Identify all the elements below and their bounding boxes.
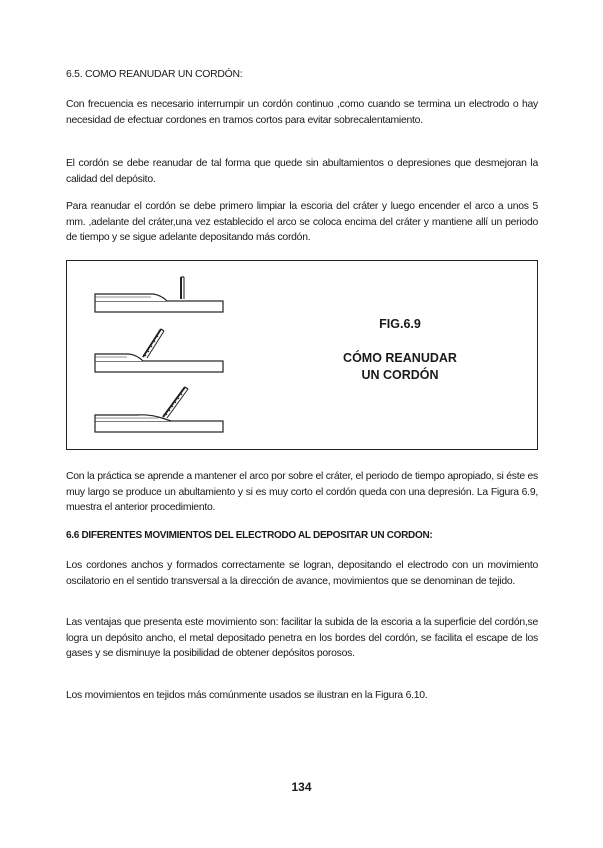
paragraph-figure-reference: Los movimientos en tejidos más comúnmente usados se ilustran en la Figura 6.10. <box>66 690 428 701</box>
paragraph-resume-quality: El cordón se debe reanudar de tal forma que quede sin abultamientos o depresiones que desmejoran la calidad del depósito. <box>66 158 538 185</box>
electrode-step-2 <box>143 329 164 358</box>
section-heading-6-5: 6.5. COMO REANUDAR UN CORDÓN: <box>66 69 243 80</box>
plate-step-2 <box>95 354 223 372</box>
paragraph-advantages: Las ventajas que presenta este movimiento son: facilitar la subida de la escoria a la superficie del cordón,se logra un depósito ancho, el metal depositado penetra en los bordes del cordón, se facilita el escape de los gases y se disminuye la posibilidad de obtener depósitos porosos. <box>66 617 538 659</box>
figure-label: FIG.6.9 <box>379 317 421 331</box>
plate-step-1 <box>95 294 223 312</box>
paragraph-practice: Con la práctica se aprende a mantener el arco por sobre el cráter, el periodo de tiempo apropiado, si éste es muy largo se produce un abultamiento y si es muy corto el cordón queda con una depresión. La Figura 6.9, muestra el anterior procedimiento. <box>66 471 538 513</box>
paragraph-interrupt-bead: Con frecuencia es necesario interrumpir un cordón continuo ,como cuando se termina un electrodo o hay necesidad de efectuar cordones en tramos cortos para evitar sobrecalentamiento. <box>66 99 538 126</box>
page-number: 134 <box>291 780 312 794</box>
paragraph-resume-procedure: Para reanudar el cordón se debe primero limpiar la escoria del cráter y luego encender el arco a unos 5 mm. ,adelante del cráter,una vez establecido el arco se coloca encima del cráter y mantiene allí un periodo de tiempo y se sigue adelante depositando más cordón. <box>66 201 538 243</box>
figure-caption-line-1: CÓMO REANUDAR <box>343 351 457 365</box>
electrode-step-1 <box>181 277 184 299</box>
electrode-step-3 <box>163 387 188 418</box>
section-heading-6-6: 6.6 DIFERENTES MOVIMIENTOS DEL ELECTRODO AL DEPOSITAR UN CORDON: <box>66 530 433 541</box>
figure-caption-line-2: UN CORDÓN <box>361 368 439 382</box>
paragraph-weaving-movement: Los cordones anchos y formados correctamente se logran, depositando el electrodo con un movimiento oscilatorio en el sentido transversal a la dirección de avance, movimientos que se denominan de tejido. <box>66 560 538 587</box>
plate-step-3 <box>95 415 223 432</box>
